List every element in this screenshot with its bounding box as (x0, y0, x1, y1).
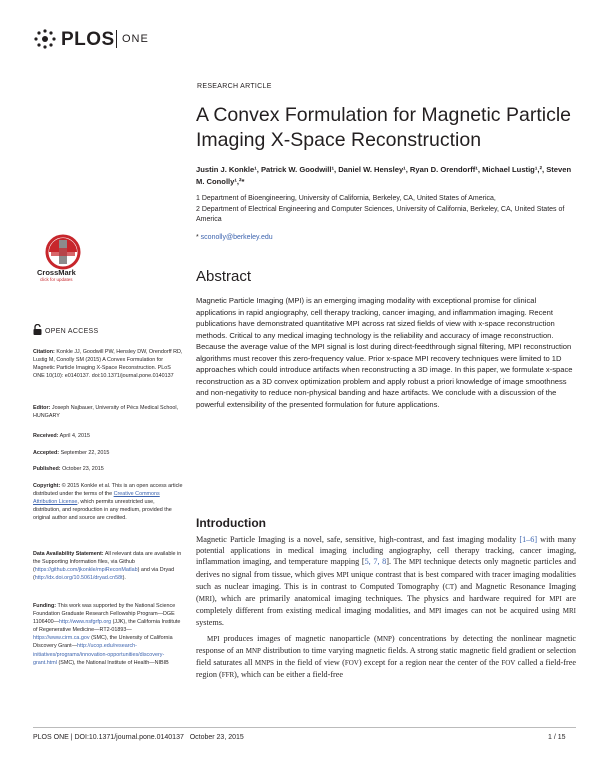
abbr-mri: MRI (198, 595, 212, 604)
footer-citation: PLOS ONE | DOI:10.1371/journal.pone.0140137 October 23, 2015 (33, 734, 244, 741)
article-title: A Convex Formulation for Magnetic Particle Imaging X-Space Reconstruction (196, 104, 571, 151)
abbr-mri: MRI (562, 607, 577, 616)
abbr-mnp: MNP (245, 646, 261, 655)
intro-text: ]. The (386, 557, 409, 567)
abbr-mpi: MPI (549, 595, 562, 604)
data-availability-end: ). (122, 575, 126, 582)
funding-block (33, 602, 183, 667)
published-label: Published: (33, 466, 61, 472)
intro-text: Magnetic Particle Imaging is a novel, safe, sensitive, high-contrast, and fast imaging modality (196, 535, 520, 544)
article-type-label: RESEARCH ARTICLE (197, 83, 272, 90)
affiliations (196, 194, 576, 226)
abstract-heading: Abstract (196, 268, 252, 285)
intro-text: with many potential applications in medical imaging including angiography, cell therapy tracking, cancer imaging, inflammation imaging, and temperature mapping [ (196, 535, 576, 567)
data-availability-text: All relevant data are available in the Supporting Information files, via Github ( (33, 551, 182, 574)
logo-divider (116, 30, 117, 48)
abbr-mpi: MPI (408, 558, 422, 567)
citation-text: Konkle JJ, Goodwill PW, Hensley DW, Orendorff RD, Lustig M, Conolly SM (2015) A Convex Formulation for Magnetic Particle Imaging X-Space Reconstruction. PLoS ONE 10(10): e0140137. doi:10.1371/journal.pone.0140137 (33, 349, 183, 380)
abstract-text: Magnetic Particle Imaging (MPI) is an emerging imaging modality with exceptional promise for clinical applications in rapid angiography, cell therapy tracking, cancer imaging, and inflammation imaging. Recent publications have demonstrated quantitative MPI across rat sized fields of view with x-space reconstruction methods. Critical to any medical imaging technology is the reliability and accuracy of image reconstruction. Because the average value of the MPI signal is lost during direct-feedthrough signal filtering, MPI reconstruction algorithms must recover this zero-frequency value. Prior x-space MPI recovery techniques were limited to 1D approaches which could introduce artifacts when reconstructing a 3D image. In this paper, we formulate x-space reconstruction as a 3D convex optimization problem and apply robust a priori knowledge of image smoothness and non-negativity to reduce non-physical banding and haze artifacts. We conclude with a discussion of the powerful extensibility of the presented formulation for future applications. (196, 296, 573, 409)
accepted-block (33, 449, 183, 457)
funding-text-3: (SMC), the University of California Discovery Grant— (33, 635, 173, 650)
license-link[interactable]: Creative Commons Attribution License (33, 491, 160, 506)
intro-text: ), which can be either a field-free (234, 670, 344, 680)
page-number: 1 / 15 (548, 734, 566, 741)
intro-text: produces images of magnetic nanoparticle ( (219, 633, 377, 643)
intro-text: technique detects only magnetic particles and derives no signal from tissue, which gives (196, 557, 576, 579)
funding-label: Funding: (33, 603, 57, 609)
introduction-heading: Introduction (196, 516, 266, 530)
intro-text: are completely different from existing medical imaging modalities, and (196, 594, 576, 616)
abbr-mpi: MPI (207, 634, 220, 643)
ref-link-5-7-8[interactable]: 5, 7, 8 (364, 557, 387, 567)
footer-divider (33, 727, 576, 728)
citation-block (33, 348, 183, 380)
citation-label: Citation: (33, 349, 55, 355)
journal-subbrand: ONE (122, 33, 149, 45)
cirm-link[interactable]: https://www.cirm.ca.gov (33, 635, 90, 642)
funding-text-4: (SMC), the National Institute of Health—NIBIB (56, 659, 169, 666)
intro-text: called a field-free region ( (196, 658, 576, 680)
copyright-label: Copyright: (33, 483, 61, 489)
intro-text: distribution to time varying magnetic fields. A strong static magnetic field gradient or selection field saturates all (196, 645, 576, 668)
copyright-text: © 2015 Konkle et al. This is an open access article distributed under the terms of the (33, 483, 183, 498)
plos-dots-icon (32, 28, 58, 50)
affiliation-1: 1 Department of Bioengineering, University of California, Berkeley, CA, United States of America, (196, 195, 496, 202)
journal-brand: PLOS (61, 29, 115, 50)
received-block (33, 432, 183, 440)
open-lock-icon (33, 324, 42, 335)
abbr-mpi: MPI (336, 570, 349, 579)
received-label: Received: (33, 433, 59, 439)
crossmark-sublabel: click for updates (40, 277, 73, 282)
intro-text: systems. (196, 618, 224, 628)
abbr-fov: FOV (344, 659, 359, 668)
github-link[interactable]: https://github.com/jkonkle/mpiReconMatlab (34, 567, 138, 574)
abbr-ffr: FFR (221, 671, 235, 680)
intro-text: ), which are primarily anatomical imaging techniques. The physics and hardware required for (211, 594, 550, 604)
intro-text: ) concentrations by detecting the nonlinear magnetic response of an (196, 633, 576, 655)
intro-paragraph-2 (196, 633, 576, 682)
abbr-fov: FOV (501, 659, 516, 668)
open-access-row (33, 324, 98, 335)
accepted-label: Accepted: (33, 450, 60, 456)
abbr-mnps: MNPS (254, 659, 274, 668)
editor-label: Editor: (33, 405, 51, 411)
copyright-block (33, 482, 183, 522)
introduction-body (196, 534, 576, 681)
abbr-ct: CT (445, 582, 455, 591)
editor-text: Joseph Najbauer, University of Pécs Medical School, HUNGARY (33, 405, 179, 420)
intro-paragraph-1 (196, 534, 576, 629)
data-availability-label: Data Availability Statement: (33, 551, 104, 557)
ref-link-1-6[interactable]: [1–6] (519, 535, 538, 544)
funding-text-1: This work was supported by the National Science Foundation Graduate Research Fellowship Program—DGE 1106400— (33, 603, 176, 626)
email-link[interactable]: sconolly@berkeley.edu (200, 234, 273, 241)
dryad-link[interactable]: http://dx.doi.org/10.5061/dryad.cn58t (34, 575, 123, 582)
email-marker: * (196, 234, 201, 241)
discovery-grant-link[interactable]: http://ucop.edu/research-initiatives/programs/innovation-opportunities/discovery-grant.html (33, 643, 165, 666)
crossmark-label: CrossMark (37, 268, 76, 277)
editor-block (33, 404, 183, 420)
intro-text: ) except for a region near the center of the (358, 658, 502, 668)
intro-text: ) and Magnetic Resonance Imaging ( (196, 581, 576, 604)
published-date: October 23, 2015 (62, 466, 104, 472)
accepted-date: September 22, 2015 (60, 450, 110, 456)
author-list: Justin J. Konkle¹, Patrick W. Goodwill¹, Daniel W. Hensley¹, Ryan D. Orendorff¹, Michael Lustig¹,², Steven M. Conolly¹,²* (196, 165, 572, 186)
funding-text-2: (JJK), the California Institute of Regenerative Medicine—RT2-01893— (33, 619, 181, 634)
abbr-mpi: MPI (428, 607, 442, 616)
nsf-link[interactable]: http://www.nsfgrfp.org (58, 619, 112, 626)
crossmark-badge[interactable] (33, 232, 93, 292)
intro-text: images can not be acquired using (441, 606, 563, 616)
open-access-label: OPEN ACCESS (45, 328, 99, 335)
intro-text: unique contrast that is best compared with tracer imaging modalities such as nuclear imaging. This is in contrast to Computed Tomography ( (196, 569, 576, 591)
corresponding-email (196, 234, 273, 241)
data-availability-mid: ) and via Dryad ( (33, 567, 175, 582)
abbr-mnp: MNP (376, 634, 392, 643)
intro-text: in the field of view ( (273, 658, 345, 668)
received-date: April 4, 2015 (59, 433, 90, 439)
data-availability-block (33, 550, 183, 582)
affiliation-2: 2 Department of Electrical Engineering and Computer Sciences, University of California, Berkeley, CA, United States of America (196, 205, 565, 223)
copyright-text-end: , which permits unrestricted use, distribution, and reproduction in any medium, provided the original author and source are credited. (33, 499, 172, 522)
published-block (33, 465, 183, 473)
